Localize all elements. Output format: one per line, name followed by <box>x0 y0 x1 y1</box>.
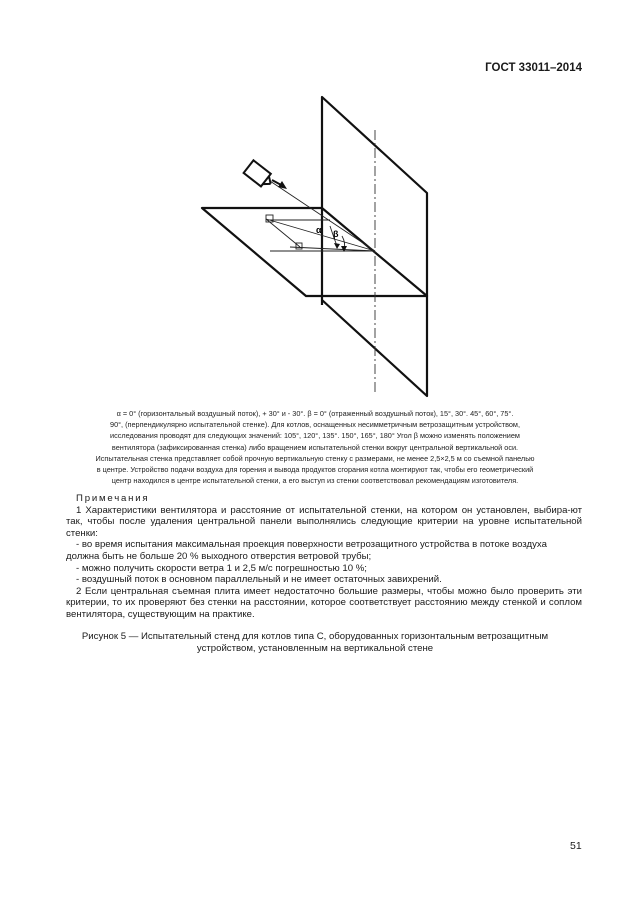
legend-line: Испытательная стенка представляет собой прочную вертикальную стенку с размерами, не менее 2,5×2,5 м со съемной панелью <box>95 453 535 463</box>
legend-line: центр находился в центре испытательной стенки, а его выступ из стенки соответствовал рекомендациям изготовителя. <box>111 476 519 486</box>
angle-beta-label: β <box>333 229 339 239</box>
horizontal-plane <box>202 208 427 296</box>
note-bullet-1: - во время испытания максимальная проекция поверхности ветрозащитного устройства в потоке воздуха <box>76 539 547 551</box>
legend-line: вентилятора (зафиксированная стенка) либо вращением испытательной стенки вокруг центральной вертикальной оси. <box>111 442 519 452</box>
fan-nozzle-icon <box>244 160 276 190</box>
diagonal-line <box>266 219 300 247</box>
legend-line: исследования проводят для следующих значений: 105°, 120°, 135°. 150°, 165°, 180° Угол β можно изменять положением <box>110 431 520 441</box>
caption-line-2: устройством, установленным на вертикальной стене <box>196 643 434 654</box>
note-bullet-2: - можно получить скорости ветра 1 и 2,5 м/с погрешностью 10 %; <box>76 562 367 574</box>
note-bullet-3: - воздушный поток в основном параллельный и не имеет остаточных завихрений. <box>76 574 442 586</box>
figure-legend <box>48 408 582 486</box>
standard-code: ГОСТ 33011–2014 <box>485 62 582 74</box>
projection-line <box>266 219 375 251</box>
legend-line: α = 0° (горизонтальный воздушный поток), + 30° и - 30°. β = 0° (отраженный воздушный поток), 15°, 30°. 45°, 60°, 75°. <box>116 409 514 418</box>
note-1: 1 Характеристики вентилятора и расстояние от испытательной стенки, на котором он установлен, выбира-ют так, чтобы после удаления центральной панели выполнялись следующие критерии на уровне испытательной стенки: <box>66 504 582 539</box>
figure-caption <box>48 631 582 655</box>
note-bullet-1-continued: должна быть не больше 20 % выходного отверстия ветровой трубы; <box>66 550 372 562</box>
note-2: 2 Если центральная съемная плита имеет недостаточно большие размеры, чтобы можно было проверить эти критерии, то их проверяют без стенки на расстоянии, которое соответствует расстоянию между стенкой и соплом вентилятора, существующим на практике. <box>66 585 582 620</box>
air-flow-arrowhead <box>278 181 287 189</box>
notes-title: Примечания <box>76 493 150 504</box>
page-number: 51 <box>570 840 582 852</box>
angle-alpha-label: α <box>316 225 322 235</box>
caption-line-1: Рисунок 5 — Испытательный стенд для котлов типа С, оборудованных горизонтальным ветрозащитным <box>81 631 549 642</box>
angle-arrowhead-1 <box>334 243 340 249</box>
test-stand-figure <box>0 0 630 410</box>
notes-section <box>66 493 582 621</box>
legend-line: в центре. Устройство подачи воздуха для горения и вывода продуктов сгорания котла монтируют так, чтобы его геометрический <box>96 465 534 475</box>
legend-line: 90°, (перпендикулярно испытательной стенке). Для котлов, оснащенных несимметричным ветрозащитным устройством, <box>110 420 520 430</box>
